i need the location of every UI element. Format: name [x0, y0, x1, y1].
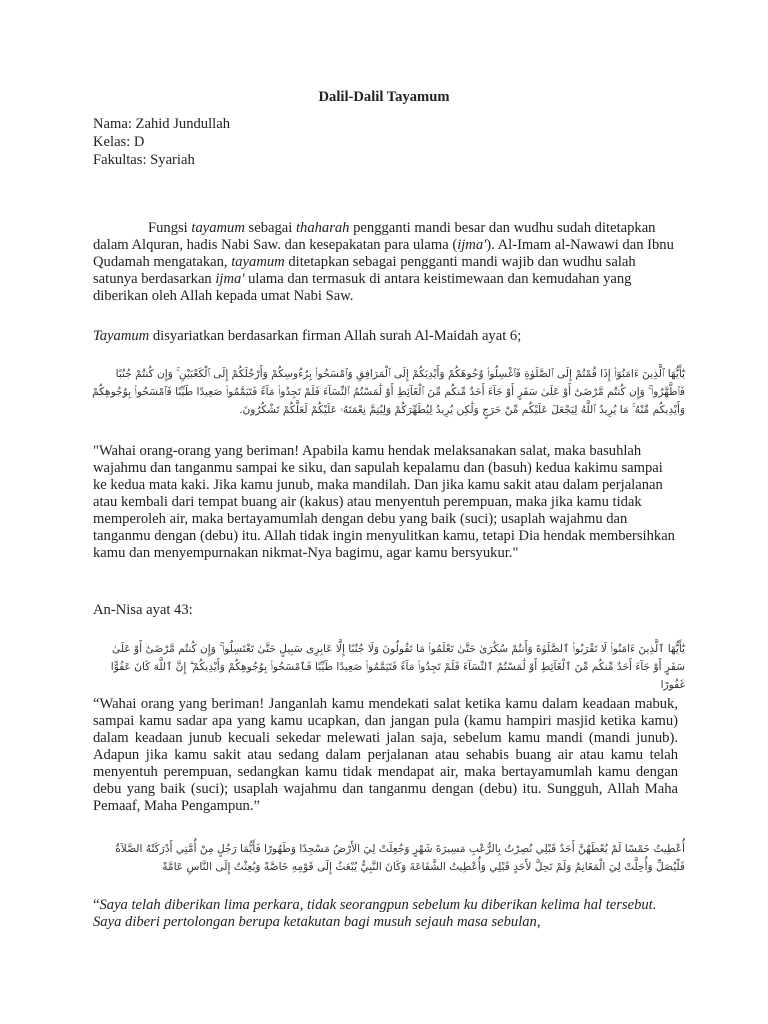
hadith-translation-text: Saya telah diberikan lima perkara, tidak seorangpun sebelum ku diberikan kelima hal tersebut. Saya diberi pertolongan berupa ketakutan bagi musuh sejauh masa sebulan, [93, 897, 657, 930]
maidah-intro-text: disyariatkan berdasarkan firman Allah surah Al-Maidah ayat 6; [149, 328, 522, 344]
arabic-verse-nisa: يَٰٓأَيُّهَا ٱلَّذِينَ ءَامَنُوا۟ لَا تَقْرَبُوا۟ ٱلصَّلَوٰةَ وَأَنتُمْ سُكَٰرَىٰ حَتَّىٰ تَعْلَمُوا۟ مَا تَقُولُونَ وَلَا جُنُبًا إِلَّا عَابِرِى سَبِيلٍ حَتَّىٰ تَغْتَسِلُوا۟ ۚ وَإِن كُنتُم مَّرْضَىٰٓ أَوْ عَلَىٰ سَفَرٍ أَوْ جَآءَ أَحَدٌ مِّنكُم مِّنَ ٱلْغَآئِطِ أَوْ لَٰمَسْتُمُ ٱلنِّسَآءَ فَلَمْ تَجِدُوا۟ مَآءً فَتَيَمَّمُوا۟ صَعِيدًا طَيِّبًا فَٱمْسَحُوا۟ بِوُجُوهِكُمْ وَأَيْدِيكُمْ ۗ إِنَّ ٱللَّهَ كَانَ عَفُوًّا غَفُورًا [110, 643, 685, 691]
intro-text: ). Al-Imam al-Nawawi dan Ibnu Qudamah mengatakan, [93, 237, 674, 270]
intro-text: sebagai [244, 220, 296, 236]
maidah-translation: "Wahai orang-orang yang beriman! Apabila kamu hendak melaksanakan salat, maka basuhlah wajahmu dan tanganmu sampai ke siku, dan sapulah kepalamu dan (basuh) kedua kakimu sampai ke kedua mata kaki. Jika kamu junub, maka mandilah. Dan jika kamu sakit atau dalam perjalanan atau kembali dari tempat buang air (kakus) atau menyentuh perempuan, maka jika kamu tidak memperoleh air, maka bertayamumlah dengan debu yang baik (suci); usaplah wajahmu dan tanganmu dengan (debu) itu. Allah tidak ingin menyulitkan kamu, tetapi Dia hendak membersihkan kamu dan menyempurnakan nikmat-Nya bagimu, agar kamu bersyukur." [93, 443, 675, 561]
arabic-hadith: أُعْطِيتُ خَمْسًا لَمْ يُعْطَهُنَّ أَحَدٌ قَبْلِي نُصِرْتُ بِالرُّعْبِ مَسِيرَةَ شَهْرٍ وَجُعِلَتْ لِيَ الأَرْضُ مَسْجِدًا وَطَهُورًا فَأَيُّمَا رَجُلٍ مِنْ أُمَّتِي أَدْرَكَتْهُ الصَّلاَةُ فَلْيُصَلِّ وَأُحِلَّتْ لِيَ الْمَغَانِمُ وَلَمْ تَحِلَّ لأَحَدٍ قَبْلِي وَأُعْطِيتُ الشَّفَاعَةَ وَكَانَ النَّبِيُّ يُبْعَثُ إِلَى قَوْمِهِ خَاصَّةً وَبُعِثْتُ إِلَى النَّاسِ عَامَّةً [115, 843, 685, 873]
term-ijma: ijma' [215, 271, 245, 287]
student-name: Nama: Zahid Jundullah [93, 116, 230, 132]
intro-text: pengganti mandi besar dan wudhu sudah ditetapkan dalam Alquran, hadis Nabi Saw. dan kesepakatan para ulama ( [93, 220, 656, 253]
term-tayamum: Tayamum [93, 328, 150, 344]
intro-text: Fungsi [148, 220, 192, 236]
document-title: Dalil-Dalil Tayamum [318, 89, 450, 105]
term-tayamum: tayamum [191, 220, 245, 236]
nisa-heading: An-Nisa ayat 43: [93, 602, 193, 618]
intro-text: ulama dan termasuk di antara keistimewaan dan kemudahan yang diberikan oleh Allah kepada umat Nabi Saw. [93, 271, 632, 304]
student-info [93, 116, 230, 170]
term-ijma: ijma' [457, 237, 487, 253]
arabic-verse-maidah: يَٰٓأَيُّهَا ٱلَّذِينَ ءَامَنُوٓا۟ إِذَا قُمْتُمْ إِلَى ٱلصَّلَوٰةِ فَٱغْسِلُوا۟ وُجُوهَكُمْ وَأَيْدِيَكُمْ إِلَى ٱلْمَرَافِقِ وَٱمْسَحُوا۟ بِرُءُوسِكُمْ وَأَرْجُلَكُمْ إِلَى ٱلْكَعْبَيْنِ ۚ وَإِن كُنتُمْ جُنُبًا فَٱطَّهَّرُوا۟ ۚ وَإِن كُنتُم مَّرْضَىٰٓ أَوْ عَلَىٰ سَفَرٍ أَوْ جَآءَ أَحَدٌ مِّنكُم مِّنَ ٱلْغَآئِطِ أَوْ لَٰمَسْتُمُ ٱلنِّسَآءَ فَلَمْ تَجِدُوا۟ مَآءً فَتَيَمَّمُوا۟ صَعِيدًا طَيِّبًا فَٱمْسَحُوا۟ بِوُجُوهِكُمْ وَأَيْدِيكُم مِّنْهُ ۚ مَا يُرِيدُ ٱللَّهُ لِيَجْعَلَ عَلَيْكُم مِّنْ حَرَجٍ وَلَٰكِن يُرِيدُ لِيُطَهِّرَكُمْ وَلِيُتِمَّ نِعْمَتَهُۥ عَلَيْكُمْ لَعَلَّكُمْ تَشْكُرُونَ. [92, 368, 685, 416]
maidah-intro [93, 328, 678, 345]
quote-mark: “ [93, 897, 100, 913]
term-thaharah: thaharah [295, 220, 350, 236]
hadith-translation [93, 897, 678, 931]
term-tayamum: tayamum [231, 254, 285, 270]
intro-paragraph [93, 220, 678, 305]
student-faculty: Fakultas: Syariah [93, 152, 195, 168]
nisa-translation: “Wahai orang yang beriman! Janganlah kamu mendekati salat ketika kamu dalam keadaan mabuk, sampai kamu sadar apa yang kamu ucapkan, dan jangan pula (kamu hampiri masjid ketika kamu) dalam keadaan junub kecuali sekedar melewati jalan saja, sebelum kamu mandi (mandi junub). Adapun jika kamu sakit atau sedang dalam perjalanan atau sehabis buang air atau kamu telah menyentuh perempuan, sedangkan kamu tidak mendapat air, maka bertayamumlah kamu dengan debu yang baik (suci); usaplah wajahmu dan tanganmu dengan (debu) itu. Sungguh, Allah Maha Pemaaf, Maha Pengampun.” [93, 696, 678, 814]
student-class: Kelas: D [93, 134, 145, 150]
intro-text: ditetapkan sebagai pengganti mandi wajib dan wudhu salah satunya berdasarkan [93, 254, 636, 287]
